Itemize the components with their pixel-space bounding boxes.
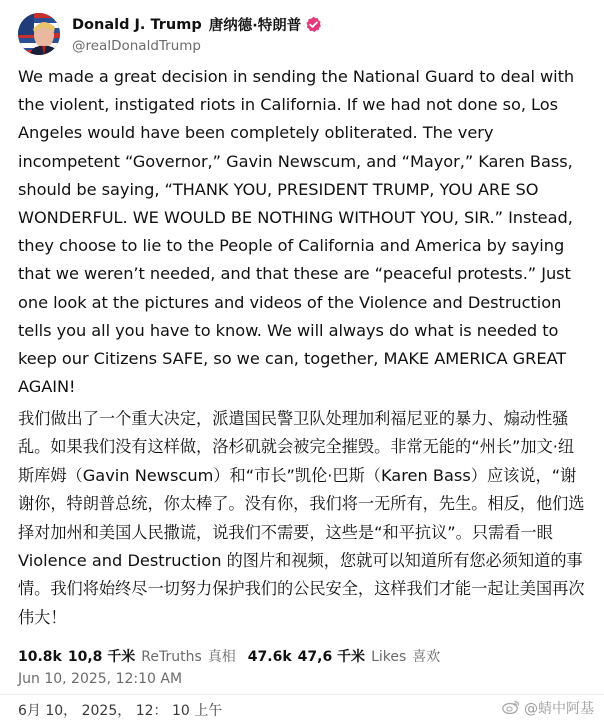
author-display-name[interactable]: Donald J. Trump	[72, 16, 202, 33]
retruths-count-cn: 10,8 千米	[67, 649, 136, 665]
likes-count-cn: 47,6 千米	[297, 649, 366, 665]
post-header	[18, 10, 588, 60]
post-text-cn: 我们做出了一个重大决定，派遣国民警卫队处理加利福尼亚的暴力、煽动性骚乱。如果我们没有这样做，洛杉矶就会被完全摧毁。非常无能的“州长”加文·纽斯库姆（Gavin Newscum）和“市长”凯伦·巴斯（Karen Bass）应该说，“谢谢你，特朗普总统，你太棒了。没有你，我们将一无所有，先生。相反，他们选择对加州和美国人民撒谎，说我们不需要，这些是“和平抗议”。只需看一眼 Violence and Destruction 的图片和视频，您就可以知道所有您必须知道的事情。我们将始终尽一切努力保护我们的公民安全，这样我们才能一起让美国再次伟大！	[18, 409, 585, 627]
post-timestamp[interactable]: Jun 10, 2025, 12:10 AM	[18, 671, 183, 687]
retruths-label: ReTruths	[141, 649, 202, 665]
retruths-stat[interactable]	[18, 646, 236, 666]
divider	[0, 694, 604, 695]
likes-label: Likes	[371, 649, 407, 665]
author-display-name-cn[interactable]: 唐纳德·特朗普	[208, 18, 302, 34]
avatar[interactable]	[18, 13, 60, 55]
watermark-text: @蜻中阿基	[524, 701, 594, 717]
retruths-label-cn: 真相	[207, 649, 236, 665]
verified-badge-icon	[305, 16, 322, 33]
post-timestamp-cn: 6月 10， 2025， 12： 10 上午	[18, 703, 223, 719]
likes-stat[interactable]	[248, 646, 441, 666]
weibo-icon	[502, 699, 520, 718]
author-name-line	[72, 14, 322, 35]
author-info	[72, 14, 322, 54]
post-stats	[18, 646, 440, 666]
watermark	[502, 698, 594, 718]
author-handle[interactable]: @realDonaldTrump	[72, 38, 201, 54]
avatar-flag-portrait-icon	[18, 13, 60, 55]
post-text-en: We made a great decision in sending the National Guard to deal with the violent, instigated riots in California. If we had not done so, Los Angeles would have been completely obliterated. The very incompetent “Governor,” Gavin Newscum, and “Mayor,” Karen Bass, should be saying, “THANK YOU, PRESIDENT TRUMP, YOU ARE SO WONDERFUL. WE WOULD BE NOTHING WITHOUT YOU, SIR.” Instead, they choose to lie to the People of California and America by saying that we weren’t needed, and that these are “peaceful protests.” Just one look at the pictures and videos of the Violence and Destruction tells you all you have to know. We will always do what is needed to keep our Citizens SAFE, so we can, together, MAKE AMERICA GREAT AGAIN!	[18, 67, 575, 397]
retruths-count: 10.8k	[18, 649, 62, 665]
likes-count: 47.6k	[247, 649, 292, 665]
likes-label-cn: 喜欢	[412, 649, 441, 665]
